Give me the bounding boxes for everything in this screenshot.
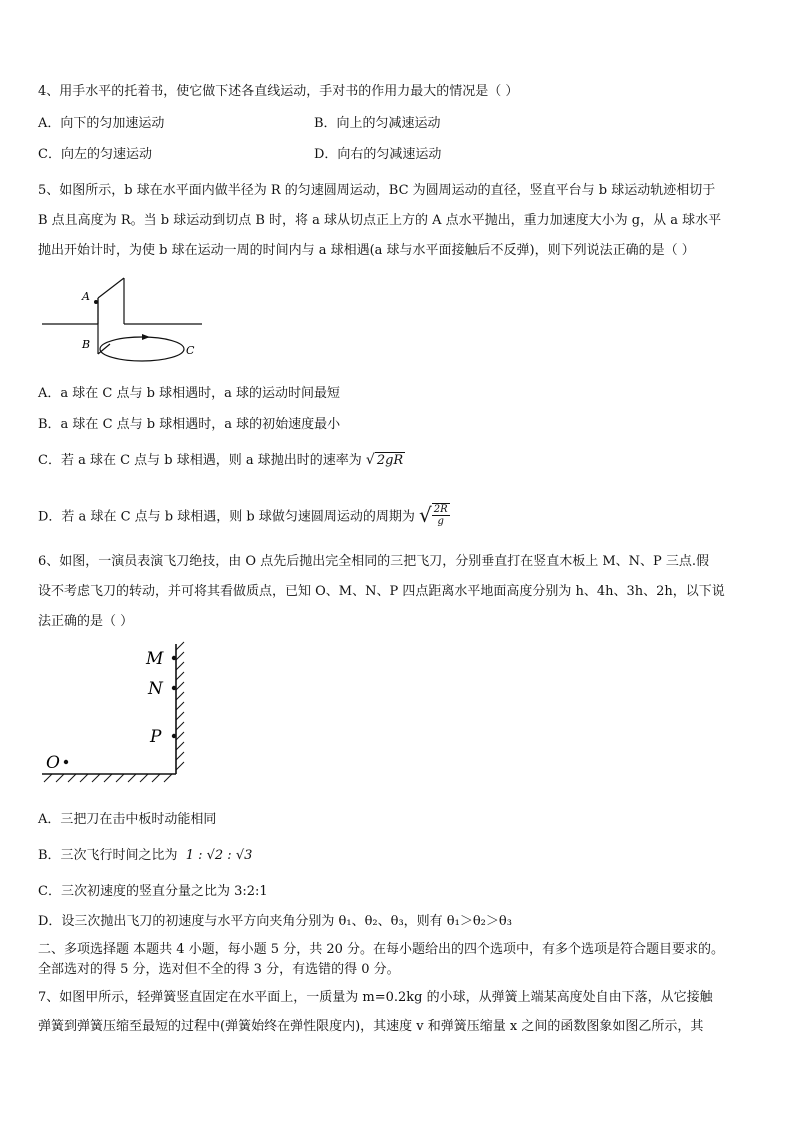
q5-stem-line1: 5、如图所示，b 球在水平面内做半径为 R 的匀速圆周运动，BC 为圆周运动的直径，竖直平台与 b 球运动轨迹相切于 [38,183,716,198]
q6-option-c: C．三次初速度的竖直分量之比为 3:2:1 [38,884,268,899]
q4-option-b: B．向上的匀减速运动 [314,116,441,131]
q6-figure [40,640,200,785]
q6-stem-line1: 6、如图，一演员表演飞刀绝技，由 O 点先后抛出完全相同的三把飞刀，分别垂直打在竖直木板上 M、N、P 三点.假 [38,554,710,569]
q5-stem-line3: 抛出开始计时，为使 b 球在运动一周的时间内与 a 球相遇(a 球与水平面接触后不反弹)，则下列说法正确的是（ ） [38,243,695,258]
q5-option-d [38,505,450,529]
q6-label-p: P [150,727,162,747]
q7-stem-line2: 弹簧到弹簧压缩至最短的过程中(弹簧始终在弹性限度内)，其速度 v 和弹簧压缩量 x 之间的函数图象如图乙所示，其 [38,1019,704,1034]
q5-figure [38,272,208,372]
q5-option-d-sqrt: √ $\frac{2R}{g}$ [418,503,448,527]
q6-label-o: O [46,753,60,773]
q5-option-a: A．a 球在 C 点与 b 球相遇时，a 球的运动时间最短 [38,386,340,401]
q5-option-d-numerator: 2R [433,504,448,515]
q6-option-b-ratio: 1 : √2 : √3 [185,848,253,863]
q6-option-a: A．三把刀在击中板时动能相同 [38,812,217,827]
q6-option-d: D．设三次抛出飞刀的初速度与水平方向夹角分别为 θ₁、θ₂、θ₃，则有 θ₁＞θ₂＞θ₃ [38,914,512,929]
q6-stem-line3: 法正确的是（ ） [38,614,134,629]
q5-option-c [38,452,405,469]
q5-option-c-radicand: 2gR [376,453,404,468]
q6-label-n: N [148,679,163,699]
q5-label-c: C [186,344,195,357]
q5-option-d-denominator: g [437,516,444,527]
q7-stem-line1: 7、如图甲所示，轻弹簧竖直固定在水平面上，一质量为 m=0.2kg 的小球，从弹簧上端某高度处自由下落，从它接触 [38,990,713,1005]
q5-label-a: A [82,290,90,303]
q5-stem-line2: B 点且高度为 R。当 b 球运动到切点 B 时，将 a 球从切点正上方的 A 点水平抛出，重力加速度大小为 g，从 a 球水平 [38,213,722,228]
q6-stem-line2: 设不考虑飞刀的转动，并可将其看做质点，已知 O、M、N、P 四点距离水平地面高度分别为 h、4h、3h、2h，以下说 [38,584,725,599]
q4-option-c: C．向左的匀速运动 [38,147,152,162]
q6-option-b [38,848,252,864]
q5-label-b: B [82,338,91,351]
section2-line2: 全部选对的得 5 分，选对但不全的得 3 分，有选错的得 0 分。 [38,962,400,977]
section2-line1: 二、多项选择题 本题共 4 小题，每小题 5 分，共 20 分。在每小题给出的四个选项中，有多个选项是符合题目要求的。 [38,942,725,957]
q5-option-d-text: D．若 a 球在 C 点与 b 球相遇，则 b 球做匀速圆周运动的周期为 [38,509,415,525]
q5-option-b: B．a 球在 C 点与 b 球相遇时，a 球的初始速度最小 [38,417,341,432]
q5-option-c-text: C．若 a 球在 C 点与 b 球相遇，则 a 球抛出时的速率为 [38,453,362,468]
q5-option-c-sqrt: √ 2gR [365,452,404,468]
q4-option-d: D．向右的匀减速运动 [314,147,442,162]
q6-label-m: M [146,649,164,669]
q4-stem: 4、用手水平的托着书，使它做下述各直线运动，手对书的作用力最大的情况是（ ） [38,84,519,99]
q6-option-b-text: B．三次飞行时间之比为 [38,848,178,863]
q4-option-a: A．向下的匀加速运动 [38,116,165,131]
